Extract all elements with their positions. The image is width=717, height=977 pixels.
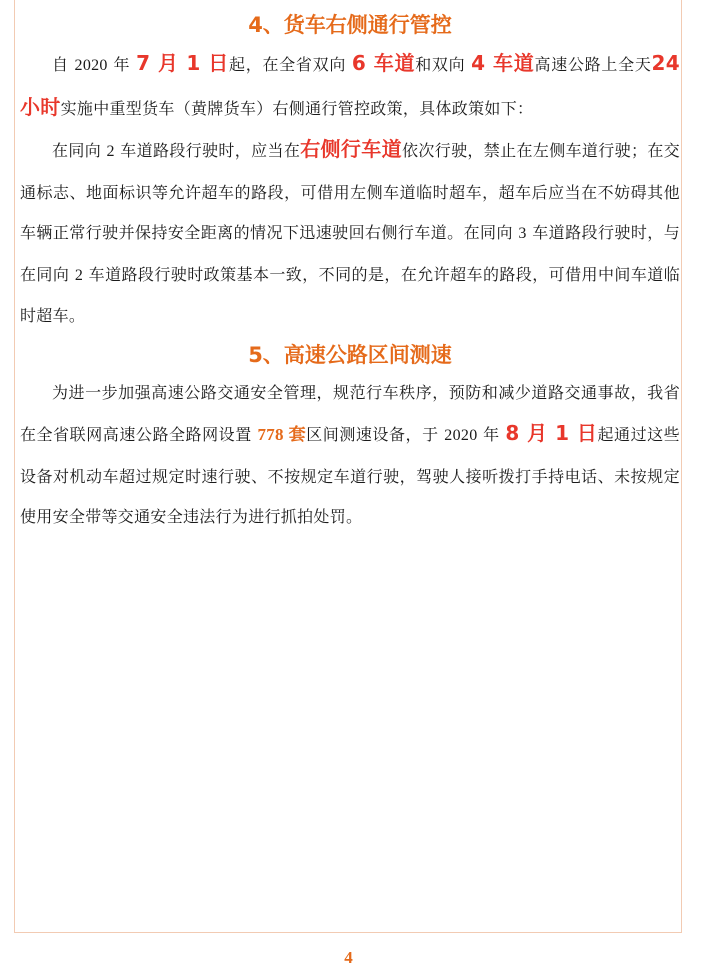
text: 车道路段行驶时，应当在 — [114, 141, 301, 160]
text: 在同向 — [52, 141, 107, 160]
text: 起通过这些设备对机动车超过规定时速行驶、不按规定车道行驶，驾驶人接听拨打手持电话、未按规定使用安全带等交通安全违法行为进行抓拍处罚。 — [20, 425, 680, 526]
highlight-device-count: 778 套 — [257, 425, 307, 444]
text: 高速公路上全天 — [534, 55, 652, 74]
highlight-hours: 24 小时 — [20, 51, 680, 119]
text: 年 — [477, 425, 506, 444]
text: 区间测速设备，于 — [306, 425, 445, 444]
highlight-lanes-4: 4 车道 — [471, 51, 535, 75]
year: 2020 — [74, 57, 108, 74]
page-number: 4 — [344, 948, 353, 967]
text: 车道路段行驶时，与在同向 — [20, 223, 680, 284]
text: 实施中重型货车（黄牌货车）右侧通行管控政策，具体政策如下： — [60, 98, 534, 118]
text: 起，在全省双向 — [229, 55, 352, 74]
text: 年 — [107, 55, 137, 74]
text: 和双向 — [415, 55, 472, 74]
text: 依次行驶，禁止在左侧车道行驶；在交通标志、地面标识等允许超车的路段，可借用左侧车道临时超车，超车后应当在不妨碍其他车辆正常行驶并保持安全距离的情况下迅速驶回右侧行车道。在同向 — [20, 141, 681, 242]
number: 2 — [74, 266, 84, 284]
number: 3 — [518, 225, 527, 242]
highlight-date: 8 月 1 日 — [505, 421, 598, 445]
section-5-title: 5、高速公路区间测速 — [248, 342, 452, 367]
highlight-lanes-6: 6 车道 — [351, 51, 416, 75]
text: 车道路段行驶时政策基本一致，不同的是，在允许超车的路段，可借用中间车道临时超车。 — [20, 264, 680, 325]
year: 2020 — [444, 427, 478, 444]
section-5-paragraph-1 — [20, 373, 680, 538]
document-content — [20, 4, 680, 538]
highlight-date: 7 月 1 日 — [136, 51, 229, 75]
number: 2 — [106, 143, 115, 160]
text: 为进一步加强高速公路交通安全管理，规范行车秩序，预防和减少道路交通事故，我省在全省联网高速公路全路网设置 — [20, 382, 680, 444]
section-4-paragraph-1 — [20, 43, 680, 129]
highlight-right-lane: 右侧行车道 — [300, 137, 402, 161]
text: 自 — [52, 55, 75, 74]
section-4-title: 4、货车右侧通行管控 — [248, 13, 452, 37]
section-4-paragraph-2 — [20, 129, 680, 337]
